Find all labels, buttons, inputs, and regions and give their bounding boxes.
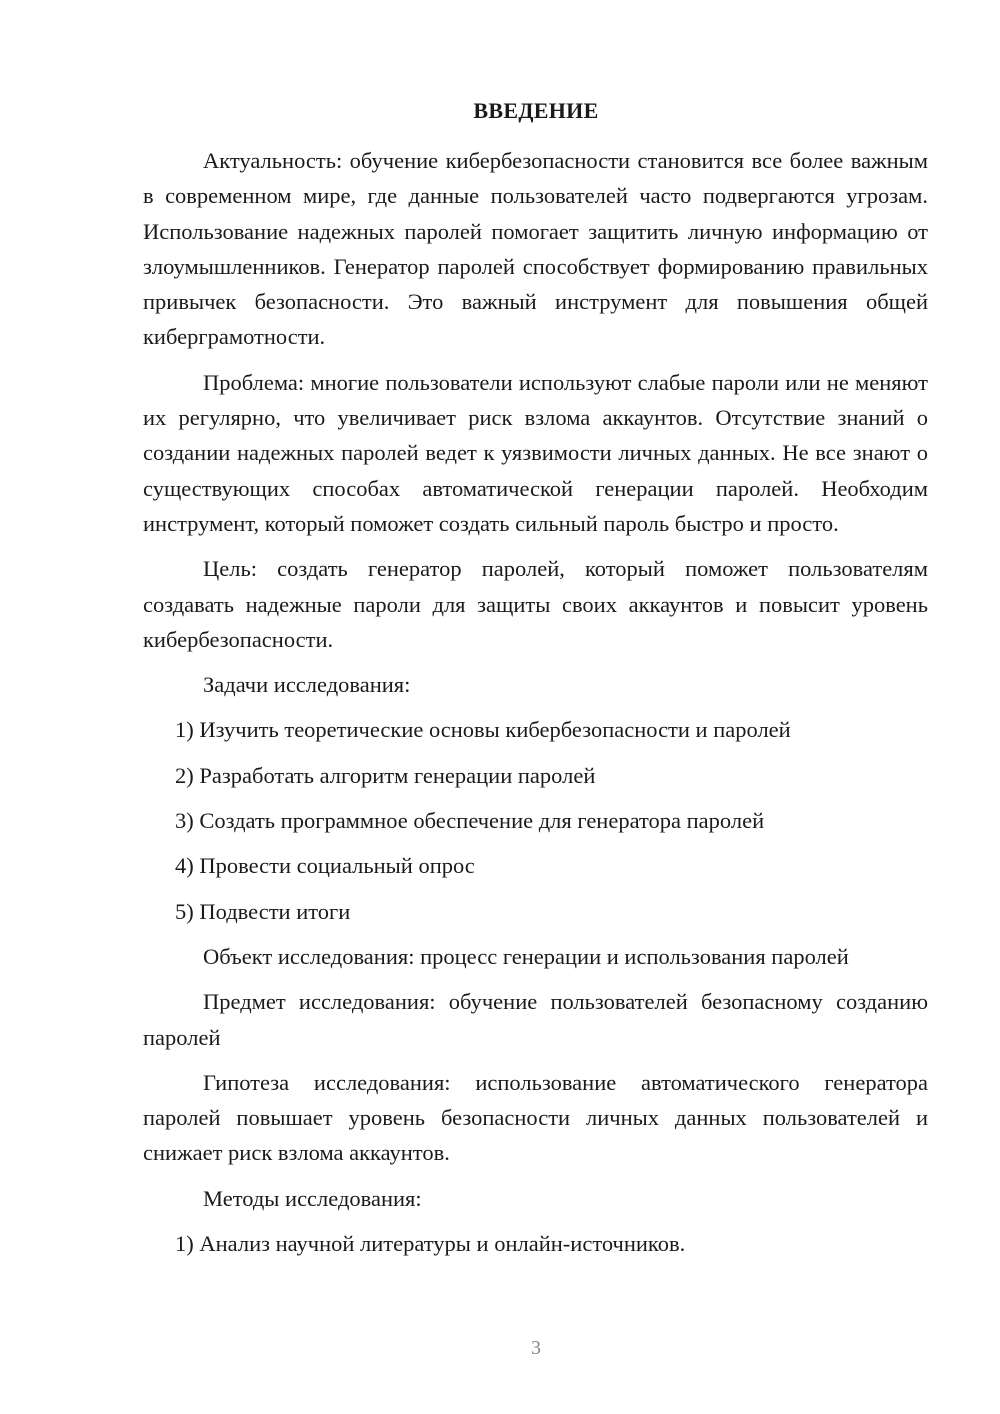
tasks-heading: Задачи исследования: — [203, 672, 411, 698]
task-item: 3) Создать программное обеспечение для генератора паролей — [175, 808, 765, 834]
task-item: 1) Изучить теоретические основы кибербезопасности и паролей — [175, 717, 791, 743]
object-paragraph: Объект исследования: процесс генерации и использования паролей — [203, 943, 849, 969]
hypothesis-paragraph: Гипотеза исследования: использование автоматического генератора паролей повышает уровень безопасности личных данных пользователей и снижает риск взлома аккаунтов. — [143, 1069, 928, 1166]
task-item: 2) Разработать алгоритм генерации паролей — [175, 762, 596, 788]
goal-paragraph: Цель: создать генератор паролей, который поможет пользователям создавать надежные пароли для защиты своих аккаунтов и повысит уровень кибербезопасности. — [143, 556, 928, 652]
document-body — [143, 143, 928, 1271]
methods-heading: Методы исследования: — [203, 1185, 422, 1211]
problem-paragraph: Проблема: многие пользователи используют слабые пароли или не меняют их регулярно, что увеличивает риск взлома аккаунтов. Отсутствие знаний о создании надежных паролей ведет к уязвимости личных данных. Не все знают о существующих способах автоматической генерации паролей. Необходим инструмент, который поможет создать сильный пароль быстро и просто. — [143, 369, 928, 536]
task-item: 5) Подвести итоги — [175, 898, 351, 924]
method-item: 1) Анализ научной литературы и онлайн-источников. — [175, 1231, 686, 1257]
page-number: 3 — [531, 1337, 541, 1359]
task-item: 4) Провести социальный опрос — [175, 853, 475, 879]
section-title: ВВЕДЕНИЕ — [473, 98, 599, 123]
subject-paragraph: Предмет исследования: обучение пользователей безопасному созданию паролей — [143, 989, 928, 1050]
relevance-paragraph: Актуальность: обучение кибербезопасности становится все более важным в современном мире, где данные пользователей часто подвергаются угрозам. Использование надежных паролей помогает защитить личную информацию от злоумышленников. Генератор паролей способствует формированию правильных привычек безопасности. Это важный инструмент для повышения общей киберграмотности. — [143, 148, 928, 350]
